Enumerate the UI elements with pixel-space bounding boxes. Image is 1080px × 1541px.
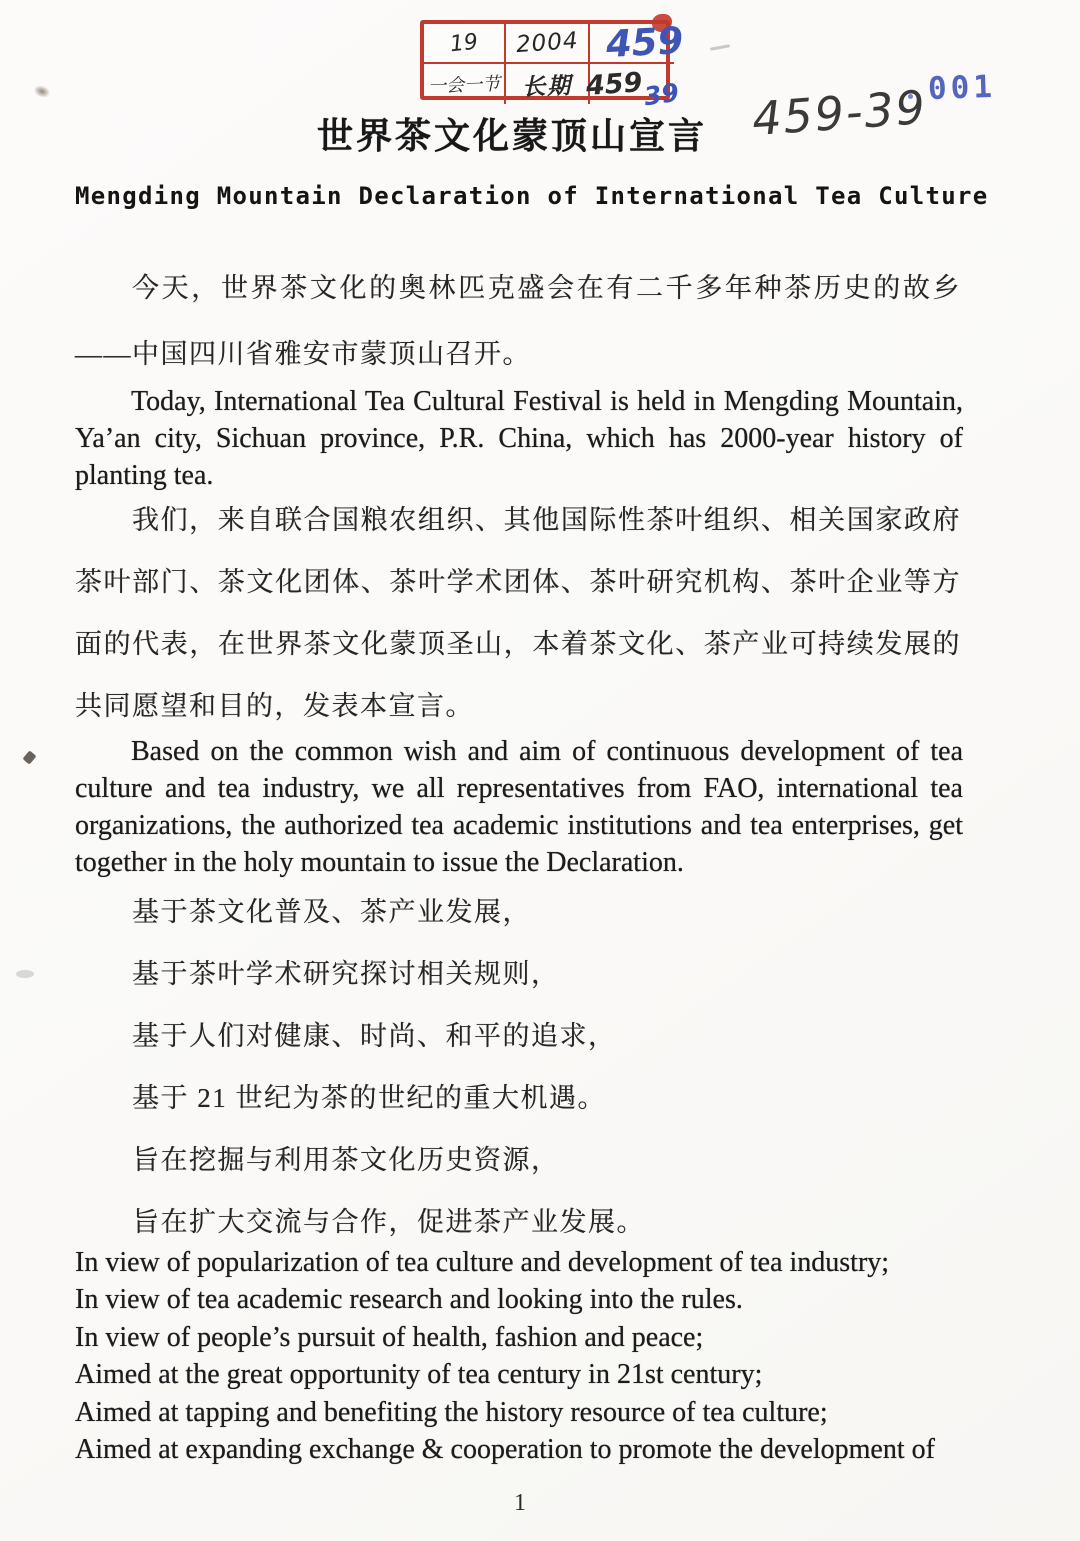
clause-en: In view of people’s pursuit of health, fashion and peace; bbox=[75, 1321, 704, 1353]
archive-stamp-box bbox=[420, 19, 685, 111]
stamp-value-retention: 长期 bbox=[521, 72, 573, 101]
stamp-cell-fond bbox=[424, 24, 506, 64]
stamp-cell-number bbox=[590, 19, 685, 66]
declaration-clauses-zh bbox=[75, 881, 961, 1253]
paragraph-en-1: Today, International Tea Cultural Festival is held in Mengding Mountain, Ya’an city, Sichuan province, P.R. China, which has 2000-year history of planting tea. bbox=[75, 386, 963, 491]
stamp-value-item-number: 459 bbox=[585, 66, 644, 102]
clause-zh: 基于茶叶学术研究探讨相关规则， bbox=[132, 959, 560, 989]
clause-en: Aimed at tapping and benefiting the history resource of tea culture; bbox=[75, 1396, 828, 1428]
clause-en: Aimed at expanding exchange & cooperation to promote the development of bbox=[75, 1434, 935, 1466]
stamp-cell-year bbox=[506, 24, 590, 64]
declaration-clauses-en bbox=[75, 1244, 975, 1468]
clause-en: In view of tea academic research and looking into the rules. bbox=[75, 1284, 743, 1316]
clause-zh: 旨在挖掘与利用茶文化历史资源， bbox=[132, 1145, 560, 1175]
stamp-value-number-blue: 459 bbox=[604, 19, 685, 66]
scan-speck bbox=[23, 750, 37, 764]
scan-pencil-dash bbox=[710, 44, 730, 50]
paragraph-zh-2: 我们，来自联合国粮农组织、其他国际性茶叶组织、相关国家政府茶叶部门、茶文化团体、茶叶学术团体、茶叶研究机构、茶叶企业等方面的代表，在世界茶文化蒙顶圣山，本着茶文化、茶产业可持续发展的共同愿望和目的，发表本宣言。 bbox=[75, 505, 961, 721]
document-title-zh: 世界茶文化蒙顶山宣言 bbox=[316, 116, 707, 156]
clause-en: Aimed at the great opportunity of tea century in 21st century; bbox=[75, 1359, 763, 1391]
stamp-cell-item-number bbox=[585, 64, 681, 111]
stamp-cell-retention bbox=[506, 64, 590, 104]
paragraph-zh-1: 今天，世界茶文化的奥林匹克盛会在有二千多年种茶历史的故乡——中国四川省雅安市蒙顶山召开。 bbox=[75, 273, 961, 369]
clause-en: In view of popularization of tea culture and development of tea industry; bbox=[75, 1247, 890, 1278]
stamp-value-year: 2004 bbox=[514, 27, 580, 59]
footer-page-number: 1 bbox=[514, 1490, 526, 1516]
clause-zh: 基于 21 世纪为茶的世纪的重大机遇。 bbox=[132, 1083, 606, 1113]
handwritten-reference-note: 459-39 bbox=[750, 79, 929, 147]
scan-speck bbox=[16, 970, 34, 978]
clause-zh: 基于人们对健康、时尚、和平的追求， bbox=[132, 1021, 617, 1051]
stamp-value-item-suffix: 39 bbox=[641, 77, 681, 111]
scan-speck bbox=[33, 84, 52, 100]
clause-zh: 基于茶文化普及、茶产业发展， bbox=[132, 897, 531, 927]
stamp-cell-category bbox=[424, 64, 506, 104]
document-title-en: Mengding Mountain Declaration of International Tea Culture bbox=[75, 182, 989, 210]
paragraph-en-2: Based on the common wish and aim of continuous development of tea culture and tea industry, we all representatives from FAO, international tea organizations, the authorized tea academic institutions and tea enterprises, get together in the holy mountain to issue the Declaration. bbox=[75, 736, 963, 878]
stamp-value-category: 一会一节 bbox=[427, 73, 501, 98]
page-number-stamp: 001 bbox=[927, 68, 997, 108]
clause-zh: 旨在扩大交流与合作，促进茶产业发展。 bbox=[132, 1207, 645, 1237]
stamp-value-fond: 19 bbox=[448, 29, 480, 57]
